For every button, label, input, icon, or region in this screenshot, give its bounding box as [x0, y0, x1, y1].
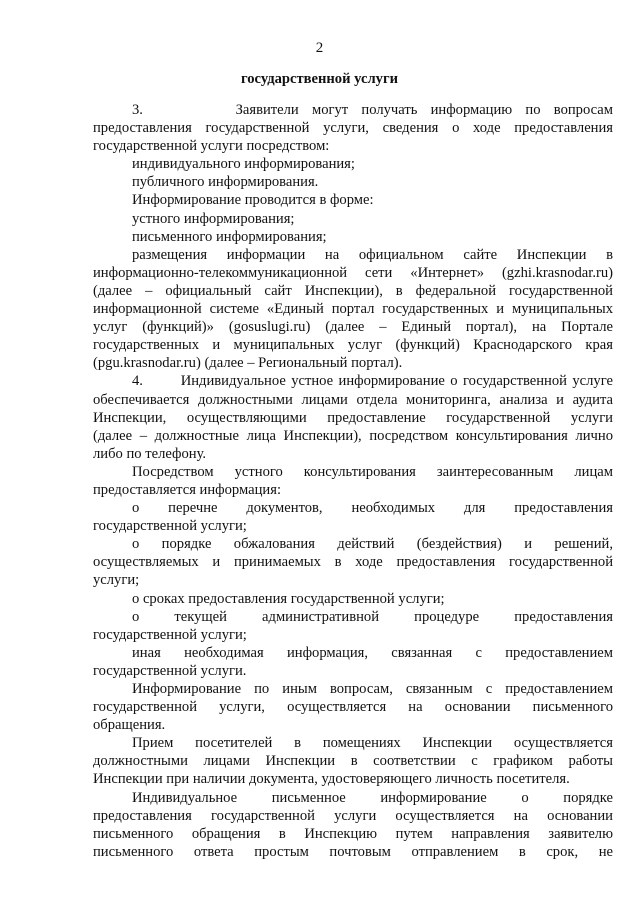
text-line: Информирование проводится в форме: — [132, 192, 374, 209]
text-line: (далее – официальный сайт Инспекции), в федеральной государственной — [93, 282, 613, 299]
text-line: публичного информирования. — [132, 174, 319, 191]
text-line: Инспекции, осуществляющими предоставление государственной услуги — [93, 409, 613, 426]
text-line: письменного информирования; — [132, 228, 327, 245]
text-line: иная необходимая информация, связанная с предоставлением — [132, 644, 613, 661]
text-line: информационной системе «Единый портал государственных и муниципальных — [93, 301, 613, 318]
text-line: Прием посетителей в помещениях Инспекции осуществляется — [132, 735, 613, 752]
text-line: о перечне документов, необходимых для предоставления — [132, 500, 613, 517]
page-number: 2 — [315, 40, 324, 56]
page-heading: государственной услуги — [240, 71, 399, 87]
document-body — [93, 101, 613, 861]
text-line: о порядке обжалования действий (бездействия) и решений, — [132, 536, 613, 553]
text-line: осуществляемых и принимаемых в ходе предоставления государственной — [93, 554, 613, 571]
text-line: Посредством устного консультирования заинтересованным лицам — [132, 463, 613, 480]
text-line: либо по телефону. — [93, 445, 207, 462]
text-line: письменного обращения в Инспекцию путем направления заявителю — [93, 825, 613, 842]
text-line: Индивидуальное письменное информирование о порядке — [132, 789, 613, 806]
text-line: устного информирования; — [132, 210, 295, 227]
text-line: (pgu.krasnodar.ru) (далее – Региональный портал). — [93, 355, 403, 372]
text-line: предоставления государственной услуги, сведения о ходе предоставления — [93, 120, 613, 137]
text-line: Инспекции при наличии документа, удостоверяющего личность посетителя. — [93, 771, 570, 788]
text-line: Информирование по иным вопросам, связанным с предоставлением — [132, 681, 613, 697]
text-line: услуг (функций)» (gosuslugi.ru) (далее – Единый портал), на Портале — [93, 319, 613, 336]
text-line: государственной услуги; — [93, 626, 247, 643]
text-line: 3. Заявители могут получать информацию по вопросам — [132, 102, 613, 118]
text-line: письменного ответа простым почтовым отправлением в срок, не — [93, 843, 613, 860]
text-line: должностными лицами Инспекции в соответствии с графиком работы — [93, 753, 613, 770]
text-line: государственной услуги; — [93, 518, 247, 535]
text-line: (далее – должностные лица Инспекции), посредством консультирования лично — [93, 427, 613, 444]
text-line: государственной услуги посредством: — [93, 138, 330, 155]
text-line: государственной услуги, осуществляется на основании письменного — [93, 699, 613, 716]
text-line: информационно-телекоммуникационной сети «Интернет» (gzhi.krasnodar.ru) — [93, 264, 613, 281]
text-line: предоставляется информация: — [93, 481, 282, 498]
text-line: индивидуального информирования; — [132, 156, 355, 173]
text-line: о сроках предоставления государственной услуги; — [132, 590, 445, 607]
text-line: предоставления государственной услуги осуществляется на основании — [93, 807, 613, 824]
text-line: обращения. — [93, 717, 166, 734]
text-line: 4. Индивидуальное устное информирование о государственной услуге — [132, 373, 613, 390]
text-line: размещения информации на официальном сайте Инспекции в — [132, 246, 613, 263]
text-line: о текущей административной процедуре предоставления — [132, 608, 613, 625]
text-line: обеспечивается должностными лицами отдела мониторинга, анализа и аудита — [93, 391, 613, 408]
text-line: государственных и муниципальных услуг (функций) Краснодарского края — [93, 337, 613, 354]
text-line: государственной услуги. — [93, 662, 247, 679]
text-line: услуги; — [93, 572, 140, 589]
